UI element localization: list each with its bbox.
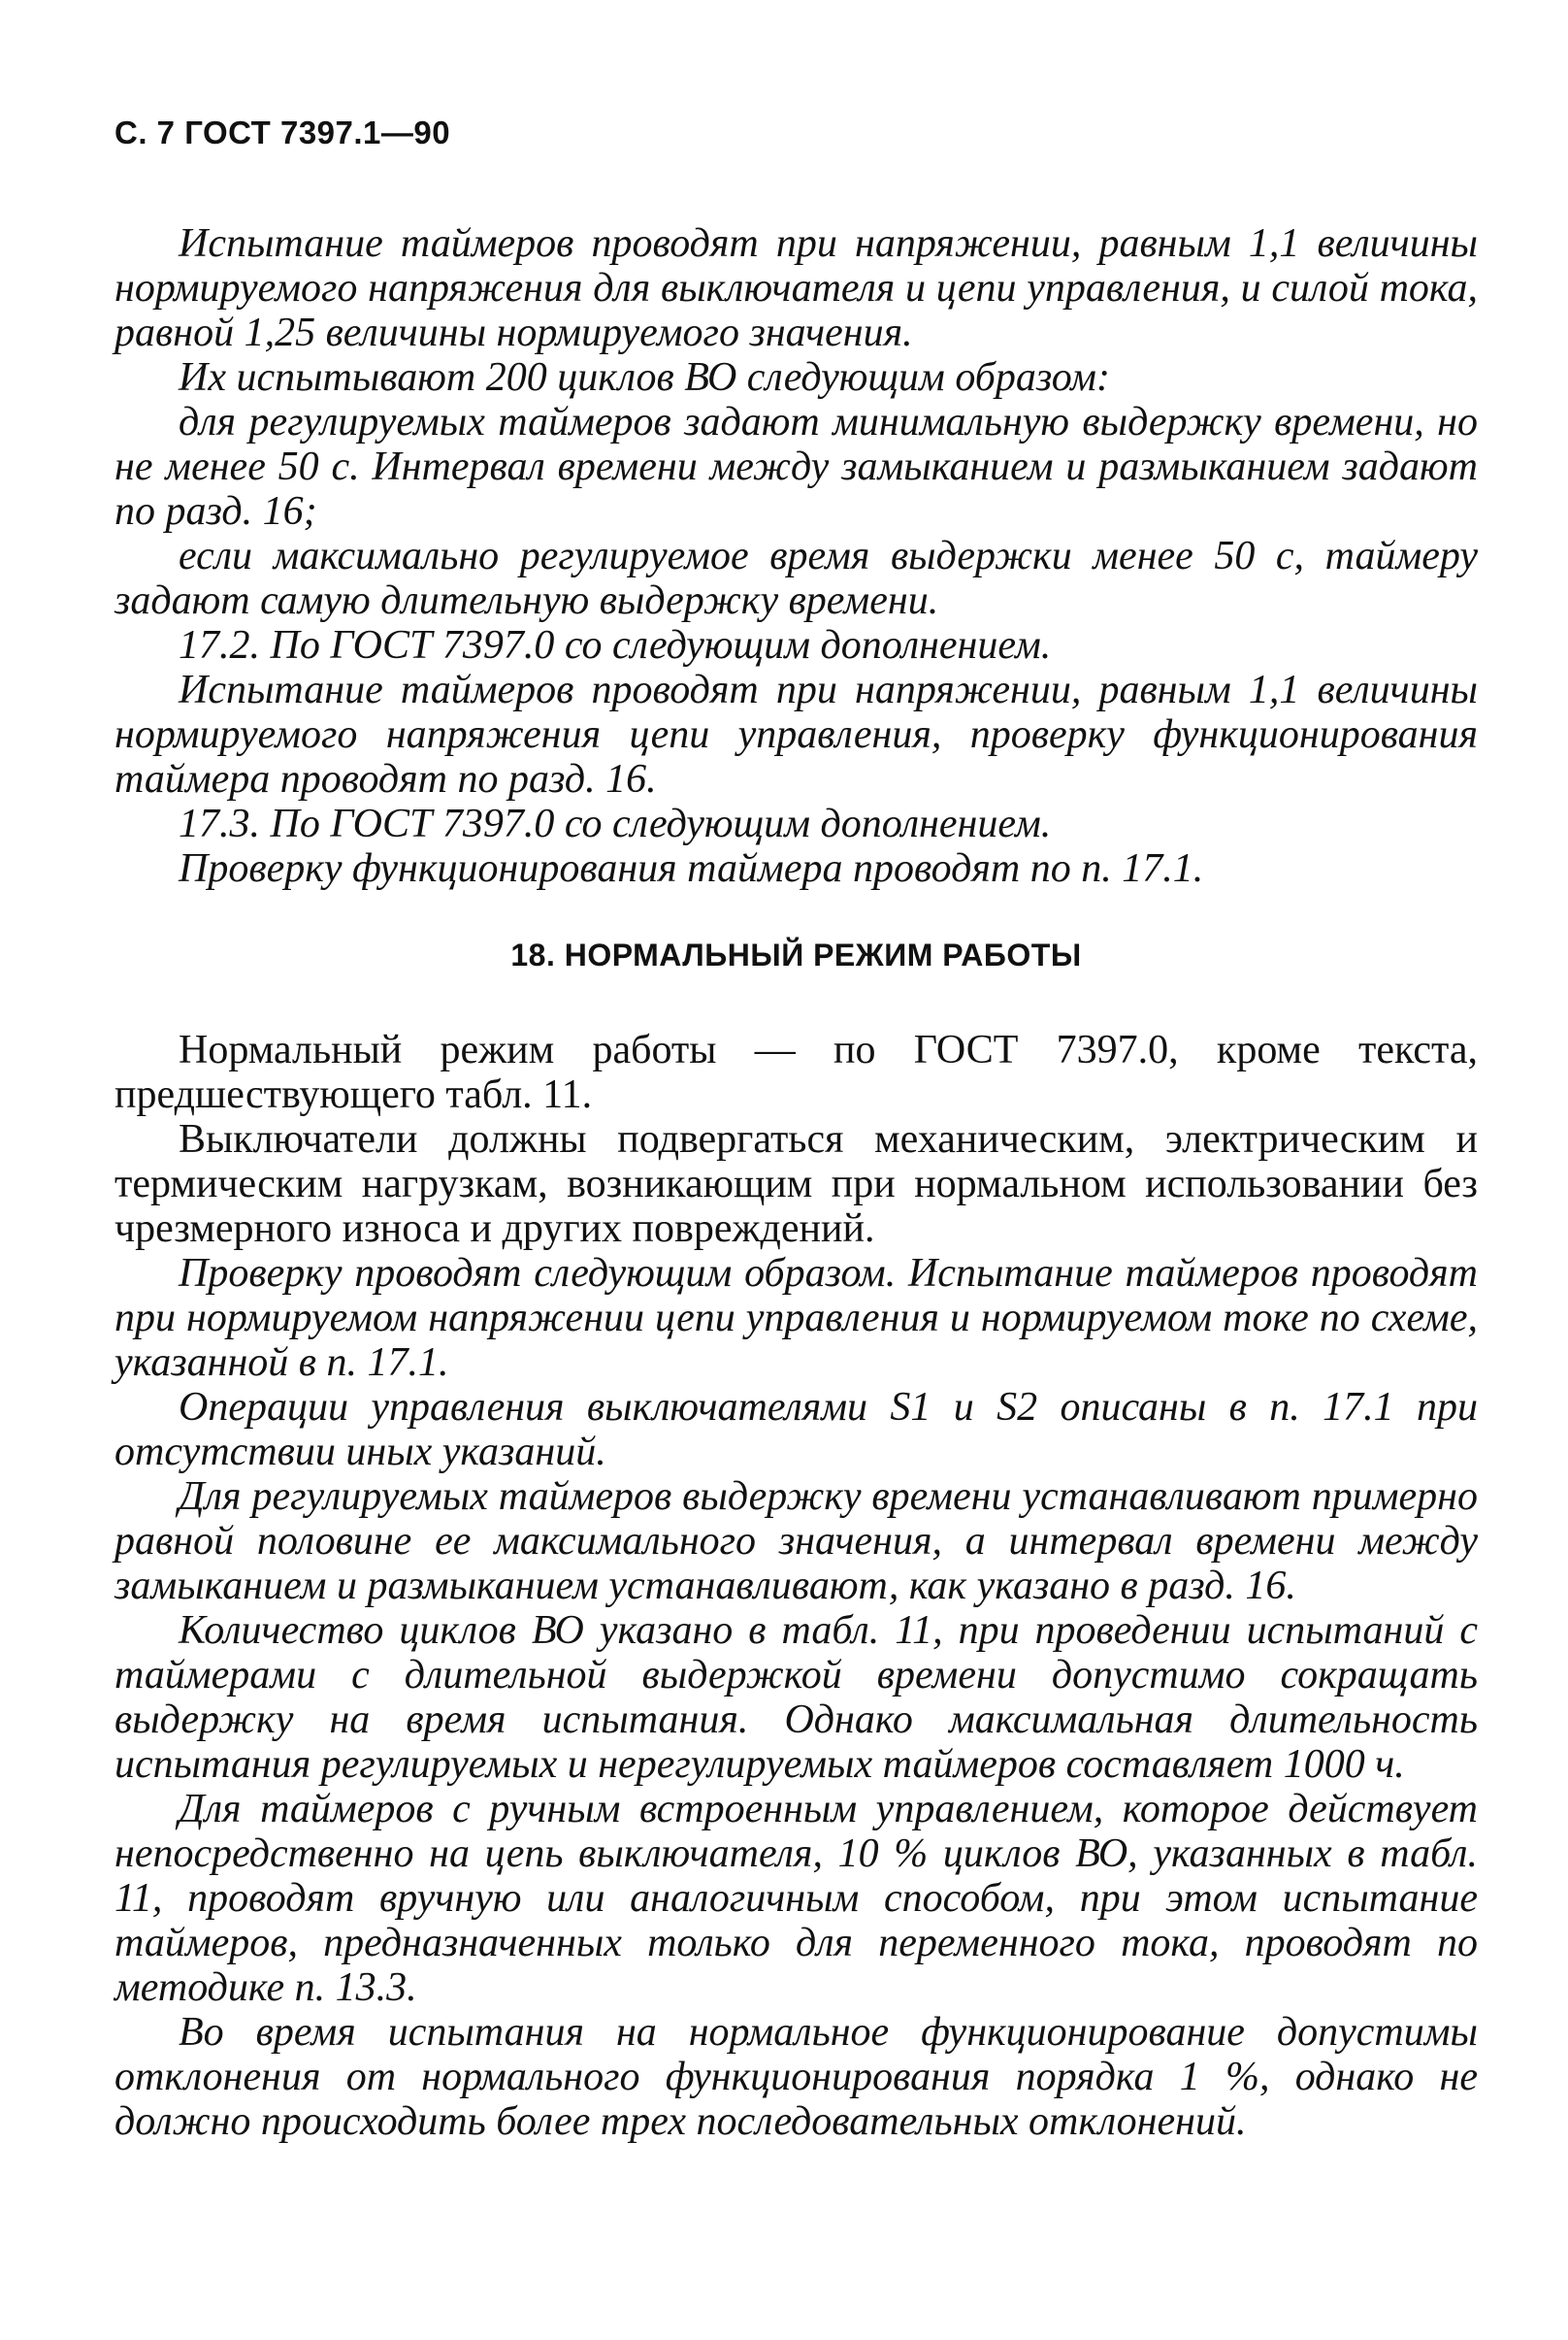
paragraph: Выключатели должны подвергаться механическим, электрическим и термическим нагрузкам, возникающим при нормальном использовании без чрезмерного износа и других повреждений. [114,1117,1478,1251]
paragraph: 17.2. По ГОСТ 7397.0 со следующим дополнением. [179,623,1052,668]
paragraph: Для регулируемых таймеров выдержку времени устанавливают примерно равной половине ее максимального значения, а интервал времени между замыканием и размыканием устанавливают, как указано в разд. 16. [114,1474,1478,1608]
paragraph: Операции управления выключателями S1 и S2 описаны в п. 17.1 при отсутствии иных указаний. [114,1385,1478,1474]
paragraph: Количество циклов ВО указано в табл. 11, при проведении испытаний с таймерами с длительной выдержкой времени допустимо сокращать выдержку на время испытания. Однако максимальная длительность испытания регулируемых и нерегулируемых таймеров составляет 1000 ч. [114,1608,1478,1787]
paragraph: Для таймеров с ручным встроенным управлением, которое действует непосредственно на цепь выключателя, 10 % циклов ВО, указанных в табл. 11, проводят вручную или аналогичным способом, при этом испытание таймеров, предназначенных только для переменного тока, проводят по методике п. 13.3. [114,1787,1478,2010]
paragraph: Нормальный режим работы — по ГОСТ 7397.0, кроме текста, предшествующего табл. 11. [114,1028,1478,1117]
section-title: 18. НОРМАЛЬНЫЙ РЕЖИМ РАБОТЫ [510,938,1082,972]
paragraph: если максимально регулируемое время выдержки менее 50 с, таймеру задают самую длительную выдержку времени. [114,534,1478,623]
document-page [114,115,1478,2144]
paragraph: для регулируемых таймеров задают минимальную выдержку времени, но не менее 50 с. Интервал времени между замыканием и размыканием задают по разд. 16; [114,400,1478,534]
paragraph: 17.3. По ГОСТ 7397.0 со следующим дополнением. [179,802,1052,846]
paragraph: Во время испытания на нормальное функционирование допустимы отклонения от нормального функционирования порядка 1 %, однако не должно происходить более трех последовательных отклонений. [114,2010,1478,2144]
paragraph: Их испытывают 200 циклов ВО следующим образом: [179,355,1110,400]
page-header: С. 7 ГОСТ 7397.1—90 [114,115,451,150]
paragraph: Испытание таймеров проводят при напряжении, равным 1,1 величины нормируемого напряжения для выключателя и цепи управления, и силой тока, равной 1,25 величины нормируемого значения. [114,221,1478,355]
paragraph: Проверку проводят следующим образом. Испытание таймеров проводят при нормируемом напряжении цепи управления и нормируемом токе по схеме, указанной в п. 17.1. [114,1251,1478,1385]
paragraph: Испытание таймеров проводят при напряжении, равным 1,1 величины нормируемого напряжения цепи управления, проверку функционирования таймера проводят по разд. 16. [114,668,1478,802]
paragraph: Проверку функционирования таймера проводят по п. 17.1. [179,846,1204,891]
